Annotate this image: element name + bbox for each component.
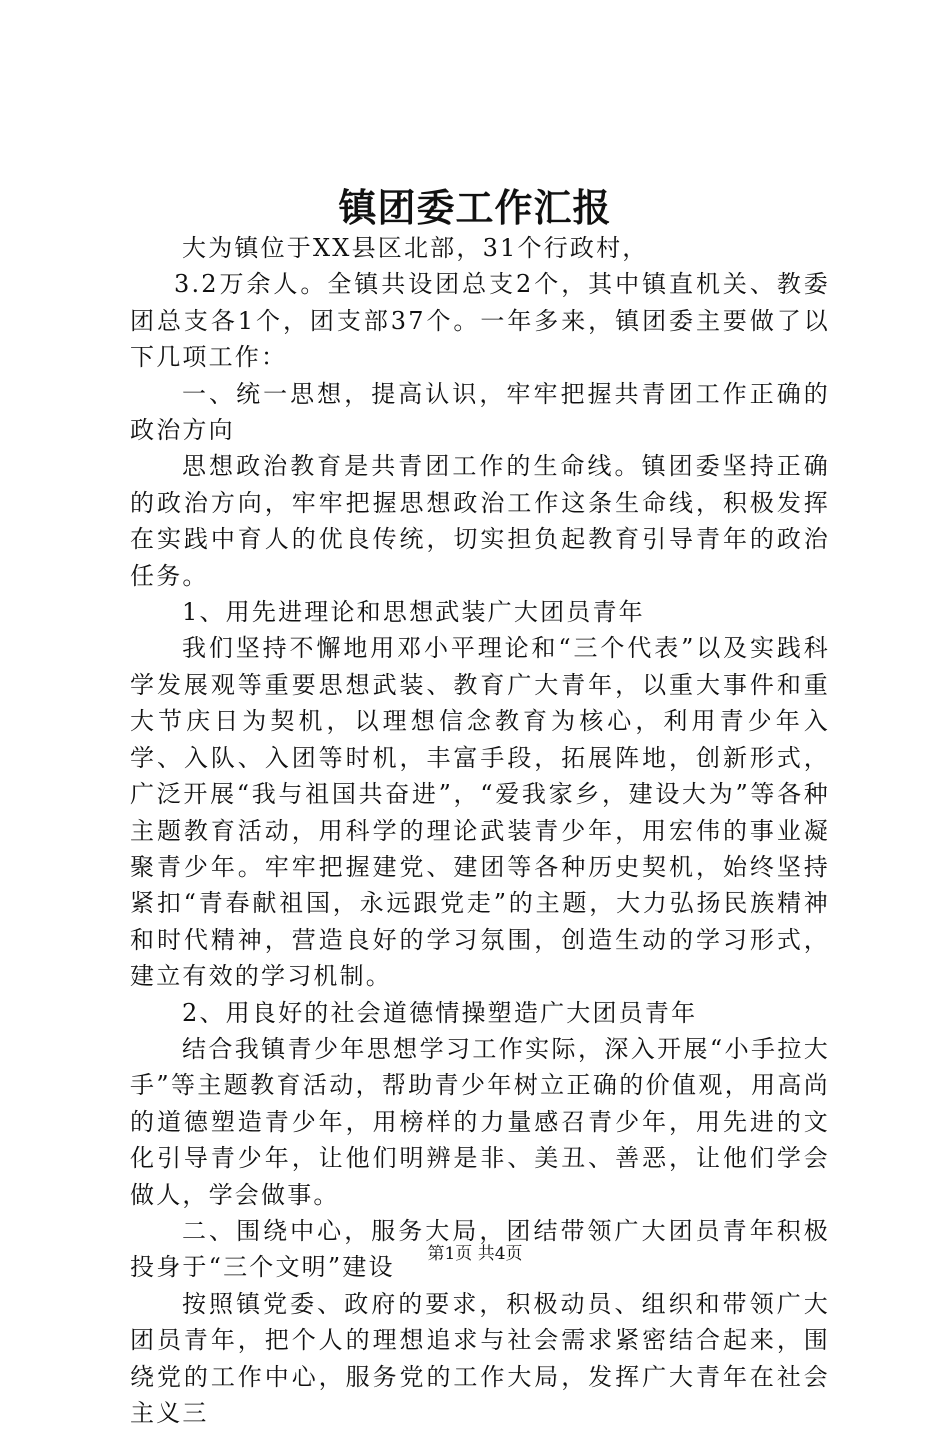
paragraph-population: 3.2万余人。全镇共设团总支2个，其中镇直机关、教委团总支各1个，团支部37个。一年多来，镇团委主要做了以下几项工作： (130, 270, 830, 372)
subheading-1: 1、用先进理论和思想武装广大团员青年 (182, 598, 645, 627)
paragraph-morality: 结合我镇青少年思想学习工作实际，深入开展“小手拉大手”等主题教育活动，帮助青少年树立正确的价值观，用高尚的道德塑造青少年，用榜样的力量感召青少年，用先进的文化引导青少年，让他们明辨是非、美丑、善恶，让他们学会做人，学会做事。 (130, 1034, 830, 1209)
paragraph-political-education: 思想政治教育是共青团工作的生命线。镇团委坚持正确的政治方向，牢牢把握思想政治工作这条生命线，积极发挥在实践中育人的优良传统，切实担负起教育引导青年的政治任务。 (130, 452, 830, 590)
paragraph-intro: 大为镇位于XX县区北部，31个行政村， (182, 234, 649, 262)
section-heading-2: 二、围绕中心，服务大局，团结带领广大团员青年积极投身于“三个文明”建设 (130, 1216, 830, 1282)
document-title: 镇团委工作汇报 (338, 185, 612, 230)
page-footer: 第1页 共4页 (427, 1244, 523, 1264)
section-heading-1: 一、统一思想，提高认识，牢牢把握共青团工作正确的政治方向 (130, 379, 830, 445)
paragraph-mobilization: 按照镇党委、政府的要求，积极动员、组织和带领广大团员青年，把个人的理想追求与社会需求紧密结合起来，围绕党的工作中心，服务党的工作大局，发挥广大青年在社会主义三 (130, 1289, 830, 1427)
paragraph-theory: 我们坚持不懈地用邓小平理论和“三个代表”以及实践科学发展观等重要思想武装、教育广大青年，以重大事件和重大节庆日为契机，以理想信念教育为核心，利用青少年入学、入队、入团等时机，丰富手段，拓展阵地，创新形式，广泛开展“我与祖国共奋进”，“爱我家乡，建设大为”等各种主题教育活动，用科学的理论武装青少年，用宏伟的事业凝聚青少年。牢牢把握建党、建团等各种历史契机，始终坚持紧扣“青春献祖国，永远跟党走”的主题，大力弘扬民族精神和时代精神，营造良好的学习氛围，创造生动的学习形式，建立有效的学习机制。 (130, 634, 830, 991)
subheading-2: 2、用良好的社会道德情操塑造广大团员青年 (182, 998, 698, 1027)
